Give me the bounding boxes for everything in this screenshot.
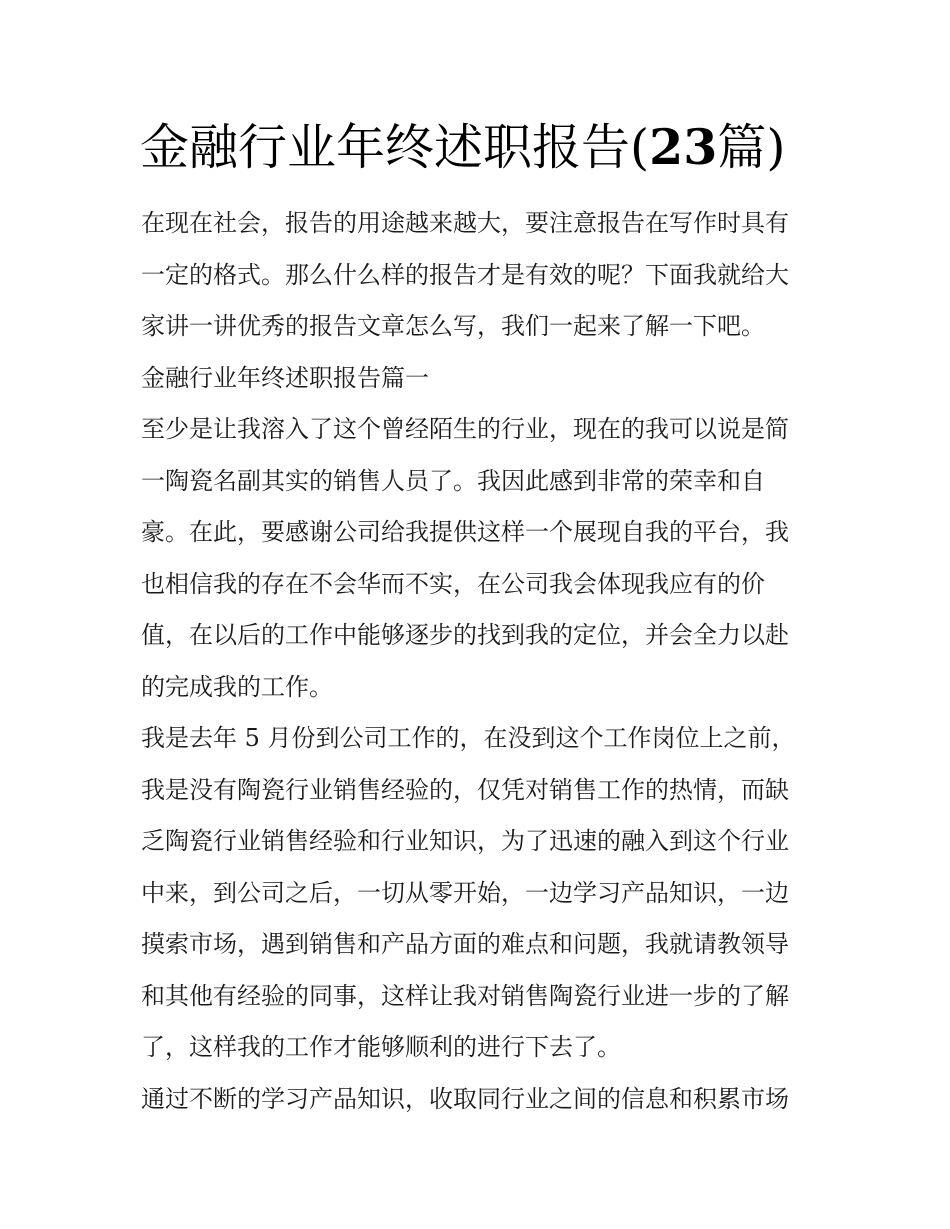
- text-line: 在现在社会，报告的用途越来越大，要注意报告在写作时具有: [141, 209, 789, 237]
- text-line: 我是没有陶瓷行业销售经验的，仅凭对销售工作的热情，而缺: [141, 775, 789, 804]
- text-line: 中来，到公司之后，一切从零开始，一边学习产品知识，一边: [141, 878, 789, 907]
- text-line: 乏陶瓷行业销售经验和行业知识，为了迅速的融入到这个行业: [141, 827, 789, 855]
- text-line: 豪。在此，要感谢公司给我提供这样一个展现自我的平台，我: [141, 518, 789, 546]
- text-line: 至少是让我溶入了这个曾经陌生的行业，现在的我可以说是简: [141, 415, 789, 443]
- text-line: 家讲一讲优秀的报告文章怎么写，我们一起来了解一下吧。: [141, 312, 765, 340]
- text-line: 一定的格式。那么什么样的报告才是有效的呢？下面我就给大: [141, 260, 789, 289]
- text-line: 了，这样我的工作才能够顺利的进行下去了。: [141, 1033, 621, 1061]
- text-line: 一陶瓷名副其实的销售人员了。我因此感到非常的荣幸和自: [141, 466, 765, 495]
- text-line: 摸索市场，遇到销售和产品方面的难点和问题，我就请教领导: [141, 930, 789, 958]
- text-line: 也相信我的存在不会华而不实，在公司我会体现我应有的价: [141, 569, 765, 598]
- text-line: 值，在以后的工作中能够逐步的找到我的定位，并会全力以赴: [141, 621, 789, 649]
- section-heading: [141, 353, 815, 405]
- title-number: 23: [649, 118, 718, 176]
- title-suffix: 篇): [717, 119, 786, 176]
- text-line: 通过不断的学习产品知识，收取同行业之间的信息和积累市场: [141, 1084, 789, 1113]
- document-body: [141, 198, 815, 1125]
- text-line: 的完成我的工作。: [141, 672, 333, 701]
- intro-paragraph: [141, 198, 815, 353]
- text-line: 我是去年 5 月份到公司工作的，在没到这个工作岗位上之前，: [141, 724, 796, 752]
- body-paragraph-2: [141, 713, 815, 1074]
- title-prefix: 金融行业年终述职报告(: [140, 119, 650, 176]
- text-line: 和其他有经验的同事，这样让我对销售陶瓷行业进一步的了解: [141, 981, 789, 1010]
- body-paragraph-3: [141, 1074, 815, 1126]
- section-heading-text: 金融行业年终述职报告篇一: [141, 363, 429, 392]
- body-paragraph-1: [141, 404, 815, 713]
- document-title: [140, 116, 840, 179]
